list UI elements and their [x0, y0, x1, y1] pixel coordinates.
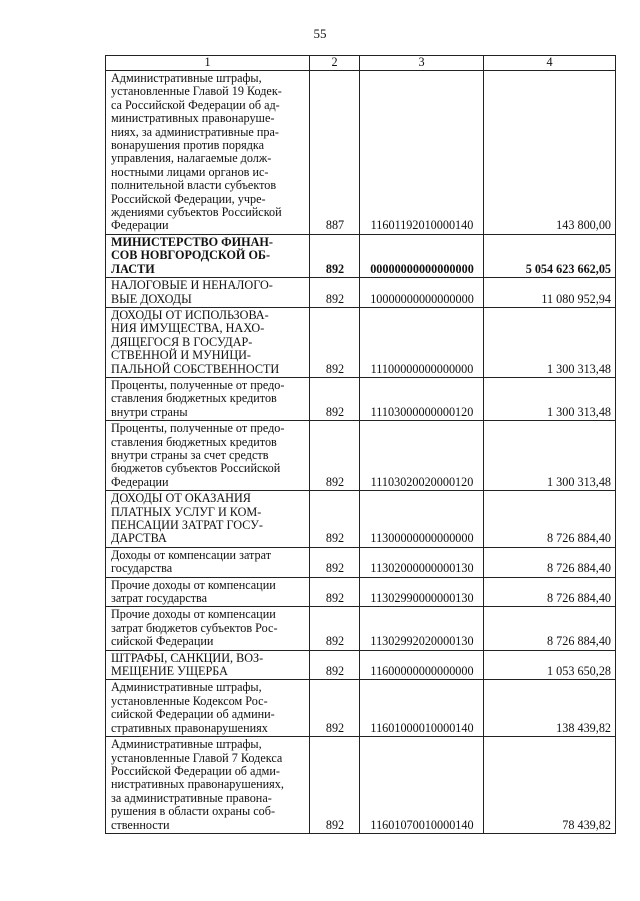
table-row — [106, 491, 616, 548]
row-amount-cell: 143 800,00 — [484, 71, 616, 235]
row-amount-cell: 8 726 884,40 — [484, 607, 616, 650]
row-admin-code-cell: 892 — [310, 377, 360, 420]
row-admin-code-cell: 892 — [310, 421, 360, 491]
row-classification-code-cell: 11302992020000130 — [360, 607, 484, 650]
table-row — [106, 421, 616, 491]
row-name-cell: Административные штрафы, установленные Главой 7 Кодекса Российской Федерации об адми- нистративных правонарушениях, за административные правона- рушения в области охраны соб- ственности — [106, 737, 310, 834]
row-amount-cell: 8 726 884,40 — [484, 547, 616, 577]
row-classification-code-cell: 00000000000000000 — [360, 234, 484, 277]
column-header-name: 1 — [106, 56, 310, 71]
table-body — [106, 71, 616, 834]
row-name-cell: ШТРАФЫ, САНКЦИИ, ВОЗ- МЕЩЕНИЕ УЩЕРБА — [106, 650, 310, 680]
row-admin-code-cell: 892 — [310, 607, 360, 650]
row-admin-code-cell: 892 — [310, 491, 360, 548]
column-header-admin: 2 — [310, 56, 360, 71]
row-amount-cell: 11 080 952,94 — [484, 278, 616, 308]
column-header-code: 3 — [360, 56, 484, 71]
row-amount-cell: 1 300 313,48 — [484, 377, 616, 420]
table-row — [106, 650, 616, 680]
row-admin-code-cell: 892 — [310, 234, 360, 277]
row-amount-cell: 8 726 884,40 — [484, 491, 616, 548]
row-admin-code-cell: 892 — [310, 278, 360, 308]
table-row — [106, 547, 616, 577]
row-amount-cell: 1 300 313,48 — [484, 307, 616, 377]
row-name-cell: ДОХОДЫ ОТ ОКАЗАНИЯ ПЛАТНЫХ УСЛУГ И КОМ- ПЕНСАЦИИ ЗАТРАТ ГОСУ- ДАРСТВА — [106, 491, 310, 548]
table-header-row — [106, 56, 616, 71]
row-classification-code-cell: 11601192010000140 — [360, 71, 484, 235]
row-admin-code-cell: 892 — [310, 547, 360, 577]
row-classification-code-cell: 10000000000000000 — [360, 278, 484, 308]
row-name-cell: Административные штрафы, установленные Кодексом Рос- сийской Федерации об админи- стративных правонарушениях — [106, 680, 310, 737]
row-admin-code-cell: 892 — [310, 307, 360, 377]
row-classification-code-cell: 11600000000000000 — [360, 650, 484, 680]
row-name-cell: Доходы от компенсации затрат государства — [106, 547, 310, 577]
row-amount-cell: 5 054 623 662,05 — [484, 234, 616, 277]
table-row — [106, 307, 616, 377]
row-name-cell: Административные штрафы, установленные Главой 19 Кодек- са Российской Федерации об ад- министративных правонаруше- ниях, за административные пра- вонарушения против порядка управления, налагаемые долж- ностными лицами органов ис- полнительной власти субъектов Российской Федерации, учре- ждениями субъектов Российской Федерации — [106, 71, 310, 235]
row-amount-cell: 138 439,82 — [484, 680, 616, 737]
row-name-cell: ДОХОДЫ ОТ ИСПОЛЬЗОВА- НИЯ ИМУЩЕСТВА, НАХО- ДЯЩЕГОСЯ В ГОСУДАР- СТВЕННОЙ И МУНИЦИ- ПАЛЬНОЙ СОБСТВЕННОСТИ — [106, 307, 310, 377]
row-name-cell: МИНИСТЕРСТВО ФИНАН- СОВ НОВГОРОДСКОЙ ОБ- ЛАСТИ — [106, 234, 310, 277]
row-amount-cell: 1 053 650,28 — [484, 650, 616, 680]
table-row — [106, 234, 616, 277]
table-row — [106, 680, 616, 737]
row-amount-cell: 8 726 884,40 — [484, 577, 616, 607]
row-name-cell: Проценты, полученные от предо- ставления бюджетных кредитов внутри страны — [106, 377, 310, 420]
row-name-cell: НАЛОГОВЫЕ И НЕНАЛОГО- ВЫЕ ДОХОДЫ — [106, 278, 310, 308]
row-classification-code-cell: 11300000000000000 — [360, 491, 484, 548]
page-number: 55 — [313, 26, 327, 41]
row-classification-code-cell: 11100000000000000 — [360, 307, 484, 377]
row-amount-cell: 1 300 313,48 — [484, 421, 616, 491]
row-classification-code-cell: 11302990000000130 — [360, 577, 484, 607]
row-classification-code-cell: 11103020020000120 — [360, 421, 484, 491]
row-classification-code-cell: 11302000000000130 — [360, 547, 484, 577]
row-classification-code-cell: 11103000000000120 — [360, 377, 484, 420]
row-name-cell: Прочие доходы от компенсации затрат государства — [106, 577, 310, 607]
table-row — [106, 607, 616, 650]
row-classification-code-cell: 11601070010000140 — [360, 737, 484, 834]
row-admin-code-cell: 887 — [310, 71, 360, 235]
row-amount-cell: 78 439,82 — [484, 737, 616, 834]
row-name-cell: Прочие доходы от компенсации затрат бюджетов субъектов Рос- сийской Федерации — [106, 607, 310, 650]
table-row — [106, 278, 616, 308]
table-row — [106, 577, 616, 607]
row-name-cell: Проценты, полученные от предо- ставления бюджетных кредитов внутри страны за счет средств бюджетов субъектов Российской Федерации — [106, 421, 310, 491]
table-row — [106, 737, 616, 834]
row-admin-code-cell: 892 — [310, 737, 360, 834]
row-admin-code-cell: 892 — [310, 650, 360, 680]
column-header-amount: 4 — [484, 56, 616, 71]
table-row — [106, 377, 616, 420]
row-admin-code-cell: 892 — [310, 680, 360, 737]
table-row — [106, 71, 616, 235]
row-admin-code-cell: 892 — [310, 577, 360, 607]
budget-revenue-table — [105, 55, 616, 834]
row-classification-code-cell: 11601000010000140 — [360, 680, 484, 737]
